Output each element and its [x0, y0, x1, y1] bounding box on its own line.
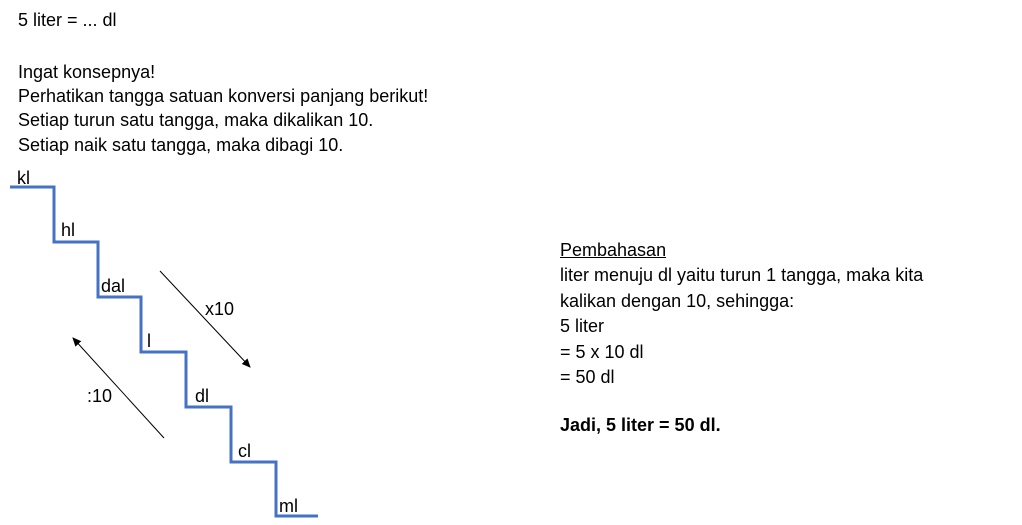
step-label-dl: dl: [195, 386, 210, 406]
up-arrow-label: :10: [87, 386, 113, 406]
solution-line-4: = 5 x 10 dl: [560, 342, 644, 362]
concept-line-ladder: Perhatikan tangga satuan konversi panjang berikut!: [18, 86, 429, 106]
solution-line-3: 5 liter: [560, 316, 605, 336]
step-label-ml: ml: [279, 496, 298, 516]
step-label-cl: cl: [238, 441, 251, 461]
solution-line-1: liter menuju dl yaitu turun 1 tangga, maka kita: [560, 265, 924, 285]
step-label-hl: hl: [61, 220, 76, 240]
step-label-dal: dal: [101, 276, 126, 296]
solution-conclusion: Jadi, 5 liter = 50 dl.: [560, 415, 721, 435]
concept-line-up: Setiap naik satu tangga, maka dibagi 10.: [18, 135, 344, 155]
question-text: 5 liter = ... dl: [18, 10, 117, 30]
concept-line-down: Setiap turun satu tangga, maka dikalikan 10.: [18, 110, 374, 130]
step-label-kl: kl: [17, 168, 30, 188]
concept-heading: Ingat konsepnya!: [18, 62, 156, 82]
solution-heading: Pembahasan: [560, 240, 667, 260]
step-label-l: l: [147, 331, 151, 351]
solution-line-5: = 50 dl: [560, 367, 615, 387]
solution-line-2: kalikan dengan 10, sehingga:: [560, 291, 795, 311]
down-arrow-label: x10: [205, 299, 235, 319]
ladder-stair-line: [10, 187, 318, 516]
